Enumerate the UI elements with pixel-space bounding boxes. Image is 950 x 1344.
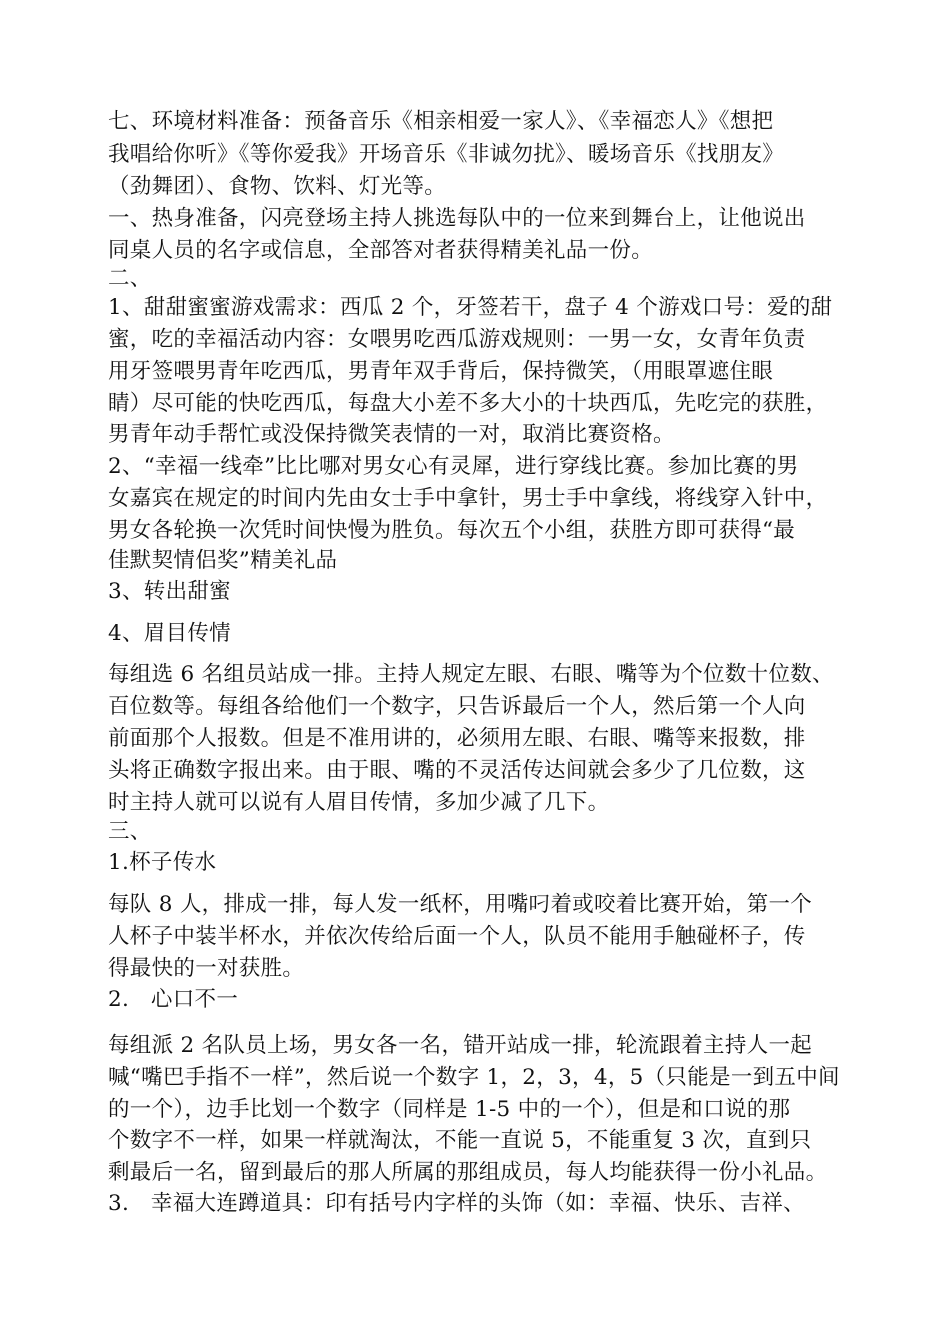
text-line: 睛）尽可能的快吃西瓜，每盘大小差不多大小的十块西瓜，先吃完的获胜， [108,391,828,416]
text-line: 前面那个人报数。但是不准用讲的，必须用左眼、右眼、嘴等来报数，排 [108,726,806,751]
text-line: 人杯子中装半杯水，并依次传给后面一个人，队员不能用手触碰杯子，传 [108,924,806,949]
section-heading: 3、转出甜蜜 [108,579,231,604]
section-heading: 2. 心口不一 [108,987,239,1012]
text-line: 剩最后一名，留到最后的那人所属的那组成员，每人均能获得一份小礼品。 [108,1160,828,1185]
text-line: 2、“幸福一线牵”比比哪对男女心有灵犀，进行穿线比赛。参加比赛的男 [108,454,799,479]
text-line: 1、甜甜蜜蜜游戏需求：西瓜 2 个，牙签若干，盘子 4 个游戏口号：爱的甜 [108,295,833,320]
text-line: 三、 [108,819,152,844]
text-line: 每组选 6 名组员站成一排。主持人规定左眼、右眼、嘴等为个位数十位数、 [108,662,834,687]
text-line: 时主持人就可以说有人眉目传情，多加少减了几下。 [108,790,610,815]
text-line: 的一个），边手比划一个数字（同样是 1-5 中的一个），但是和口说的那 [108,1097,791,1122]
text-line: 佳默契情侣奖”精美礼品 [108,548,338,573]
text-line: 用牙签喂男青年吃西瓜，男青年双手背后，保持微笑，（用眼罩遮住眼 [108,359,774,384]
text-line: 我唱给你听》《等你爱我》开场音乐《非诚勿扰》、暖场音乐《找朋友》 [108,142,785,167]
text-line: 得最快的一对获胜。 [108,956,305,981]
text-line: 3. 幸福大连蹲道具：印有括号内字样的头饰（如：幸福、快乐、吉祥、 [108,1191,805,1216]
text-line: （劲舞团）、食物、饮料、灯光等。 [108,174,447,199]
text-line: 同桌人员的名字或信息，全部答对者获得精美礼品一份。 [108,238,654,263]
text-line: 蜜，吃的幸福活动内容：女喂男吃西瓜游戏规则：一男一女，女青年负责 [108,327,806,352]
text-line: 头将正确数字报出来。由于眼、嘴的不灵活传达间就会多少了几位数，这 [108,758,806,783]
text-line: 男女各轮换一次凭时间快慢为胜负。每次五个小组，获胜方即可获得“最 [108,518,796,543]
text-line: 每组派 2 名队员上场，男女各一名，错开站成一排，轮流跟着主持人一起 [108,1033,813,1058]
section-heading: 1.杯子传水 [108,850,217,875]
text-line: 个数字不一样，如果一样就淘汰，不能一直说 5，不能重复 3 次，直到只 [108,1128,812,1153]
text-line: 男青年动手帮忙或没保持微笑表情的一对，取消比赛资格。 [108,422,675,447]
text-line: 女嘉宾在规定的时间内先由女士手中拿针，男士手中拿线，将线穿入针中， [108,486,828,511]
text-line: 喊“嘴巴手指不一样”，然后说一个数字 1，2，3，4，5（只能是一到五中间 [108,1065,840,1090]
section-heading: 4、眉目传情 [108,621,231,646]
text-line: 百位数等。每组各给他们一个数字，只告诉最后一个人，然后第一个人向 [108,694,806,719]
text-line: 每队 8 人，排成一排，每人发一纸杯，用嘴叼着或咬着比赛开始，第一个 [108,892,813,917]
text-line: 一、热身准备，闪亮登场主持人挑选每队中的一位来到舞台上，让他说出 [108,206,806,231]
text-line: 二、 [108,266,152,291]
text-line: 七、环境材料准备：预备音乐《相亲相爱一家人》、《幸福恋人》《想把 [108,109,774,134]
